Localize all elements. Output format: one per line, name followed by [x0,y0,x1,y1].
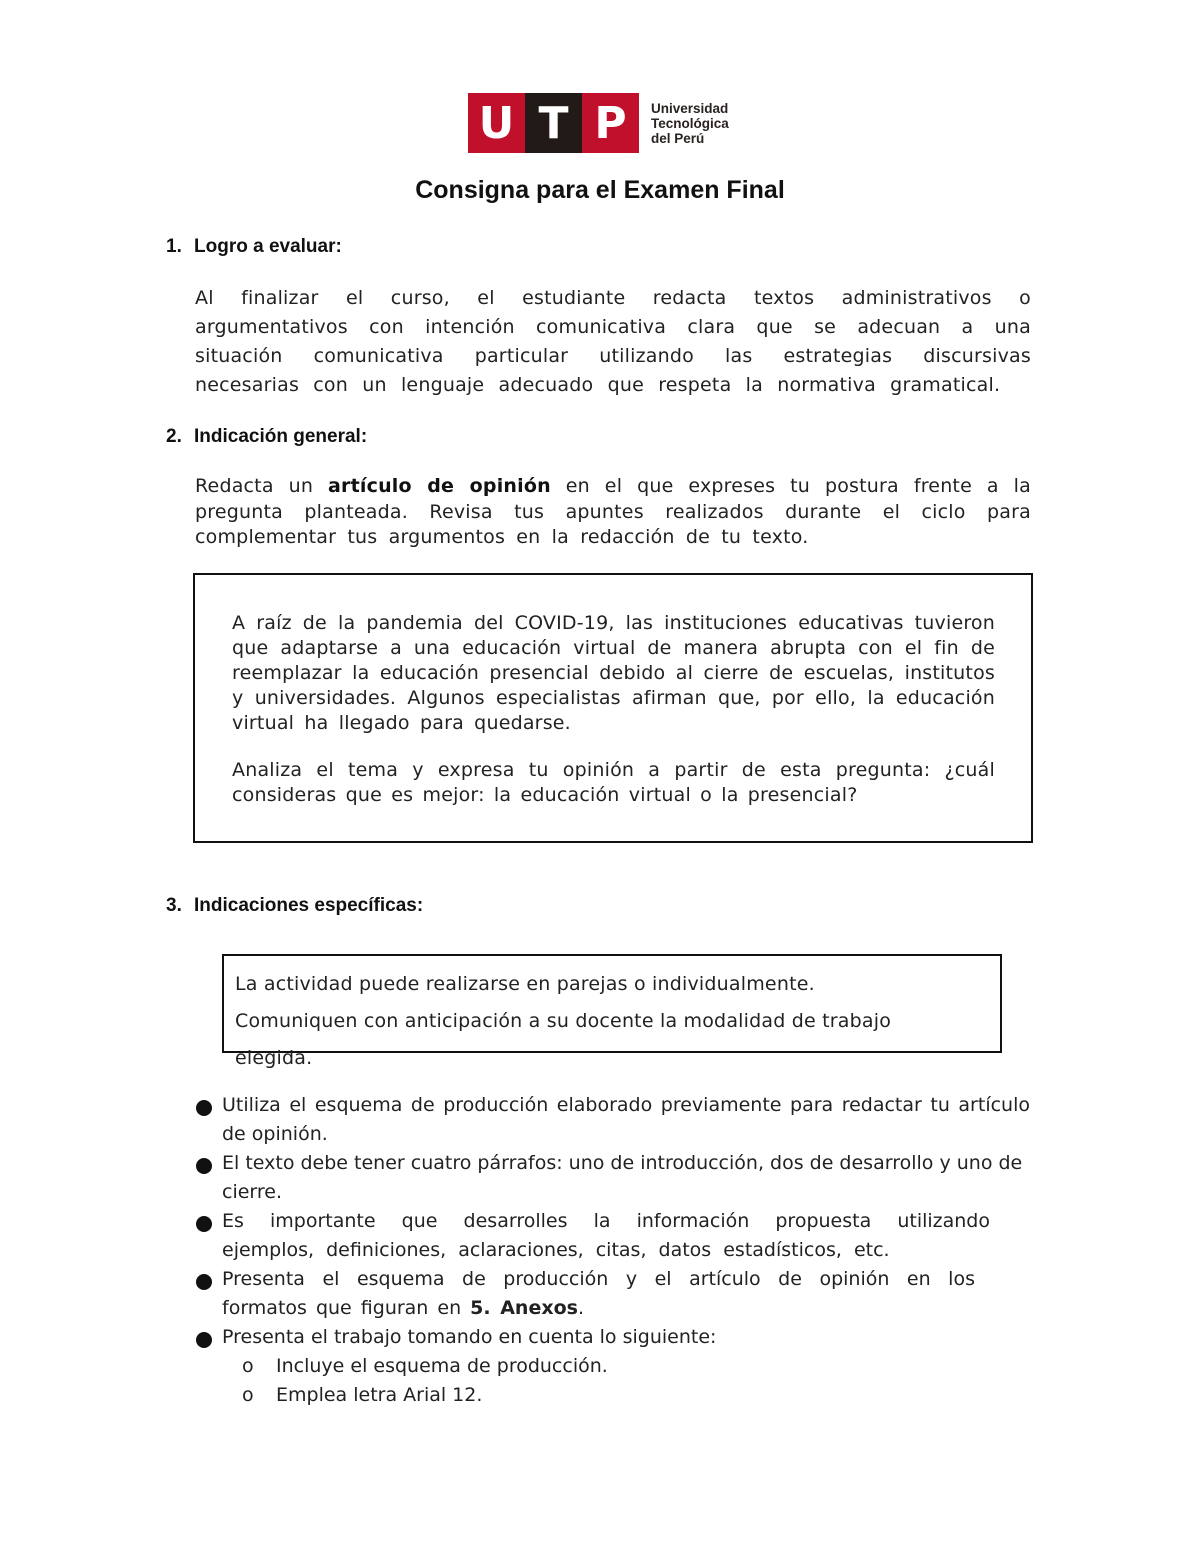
bullet-dot-icon [196,1332,212,1348]
question-prompt: Analiza el tema y expresa tu opinión a partir de esta pregunta: ¿cuál consideras que es mejor: la educación virtual o la presencial? [232,759,995,806]
circle-bullet-icon: o [242,1355,254,1377]
utp-logo [468,93,729,153]
section-number: 3. [166,895,182,916]
body-text: en el que expreses tu postura frente a la pregunta planteada. Revisa tus apuntes realizados durante el ciclo para complementar tus argumentos en la redacción de tu texto. [195,475,1031,548]
list-item [196,1207,1030,1265]
list-item-text: Presenta el trabajo tomando en cuenta lo siguiente: [222,1326,717,1348]
logo-name-line: Universidad [651,100,729,116]
section-heading-3 [166,895,423,917]
section-heading-1 [166,236,342,258]
section-1-body: Al finalizar el curso, el estudiante redacta textos administrativos o argumentativos con intención comunicativa clara que se adecuan a una situación comunicativa particular utilizando las estrategias discursivas necesarias con un lenguaje adecuado que respeta la normativa gramatical. [195,287,1031,396]
specific-instructions-list [196,1091,1030,1410]
annex-reference: 5. Anexos [470,1297,578,1319]
body-bold-text: artículo de opinión [328,475,551,497]
sub-list-item [242,1352,1030,1381]
page-title: Consigna para el Examen Final [415,176,785,204]
text-segment: . [577,1297,585,1319]
question-context: A raíz de la pandemia del COVID-19, las instituciones educativas tuvieron que adaptarse a una educación virtual de manera abrupta con el fin de reemplazar la educación presencial debido al cierre de escuelas, institutos y universidades. Algunos especialistas afirman que, por ello, la educación virtual ha llegado para quedarse. [232,612,995,734]
bullet-dot-icon [196,1274,212,1290]
section-2-body [195,474,1031,551]
circle-bullet-icon: o [242,1384,254,1406]
logo-letter-t: T [525,93,582,153]
bullet-dot-icon [196,1216,212,1232]
modality-line: La actividad puede realizarse en parejas o individualmente. [235,973,815,995]
section-number: 2. [166,426,182,447]
list-item [196,1091,1030,1149]
list-item [196,1265,1030,1323]
logo-blocks [468,93,639,153]
list-item-text: Utiliza el esquema de producción elaborado previamente para redactar tu artículo de opinión. [222,1094,1030,1145]
logo-university-name [651,101,729,146]
list-item-text: El texto debe tener cuatro párrafos: uno de introducción, dos de desarrollo y uno de cierre. [222,1152,1023,1203]
section-title: Indicaciones específicas: [194,895,424,916]
bullet-dot-icon [196,1158,212,1174]
list-item [196,1149,1030,1207]
logo-letter-p: P [582,93,639,153]
sub-list-item-text: Emplea letra Arial 12. [276,1384,483,1406]
modality-box [222,954,1002,1069]
section-number: 1. [166,236,182,257]
body-text: Redacta un [195,475,329,497]
text-segment: Presenta el esquema de producción y el artículo de opinión en los formatos que figuran en [222,1268,975,1319]
section-title: Logro a evaluar: [194,236,342,257]
list-item-text: Es importante que desarrolles la información propuesta utilizando ejemplos, definiciones, aclaraciones, citas, datos estadísticos, etc. [222,1210,990,1261]
sub-list-item [242,1381,1030,1410]
section-title: Indicación general: [194,426,368,447]
bullet-dot-icon [196,1100,212,1116]
logo-name-line: Tecnológica [651,115,729,131]
sub-list-item-text: Incluye el esquema de producción. [276,1355,608,1377]
logo-name-line: del Perú [651,130,705,146]
modality-line: Comuniquen con anticipación a su docente la modalidad de trabajo [235,1010,892,1032]
logo-letter-u: U [468,93,525,153]
modality-line-clipped: elegida. [235,1047,313,1069]
list-item-text [222,1265,1030,1323]
section-heading-2 [166,426,367,448]
list-item [196,1323,1030,1352]
question-box [193,573,1033,843]
